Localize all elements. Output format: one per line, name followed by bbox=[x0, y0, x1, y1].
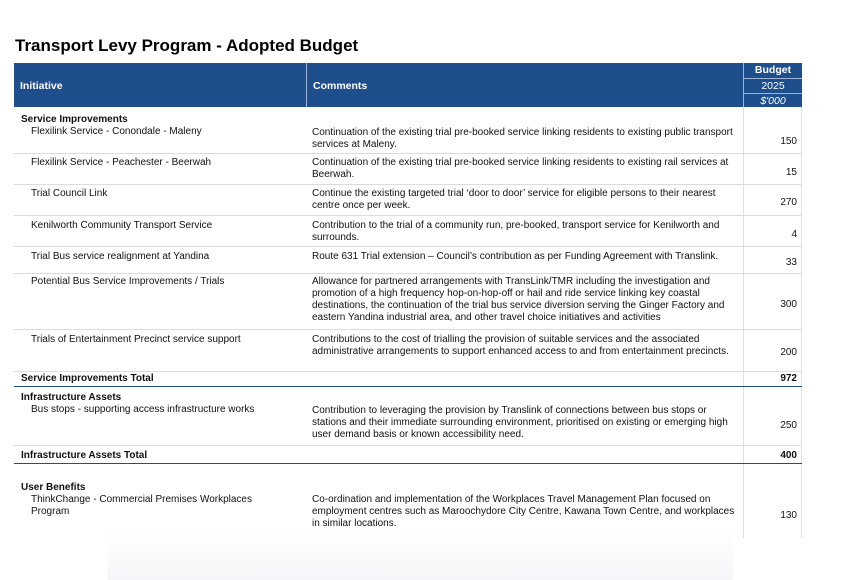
budget-value: 130 bbox=[780, 510, 797, 521]
initiative-comment: Continue the existing targeted trial ‘door to door’ service for eligible persons to their nearest centre once per week. bbox=[312, 188, 716, 211]
section-total-value: 972 bbox=[780, 373, 797, 384]
header-initiative: Initiative bbox=[14, 63, 306, 107]
initiative-name: Potential Bus Service Improvements / Trials bbox=[31, 276, 225, 287]
budget-value: 200 bbox=[780, 347, 797, 358]
row-divider bbox=[14, 329, 802, 330]
section-heading: Infrastructure Assets bbox=[21, 392, 122, 403]
total-divider bbox=[14, 386, 802, 387]
row-divider bbox=[14, 371, 802, 372]
row-divider bbox=[14, 246, 802, 247]
total-divider bbox=[14, 463, 802, 464]
initiative-name: Flexilink Service - Conondale - Maleny bbox=[31, 126, 202, 137]
budget-value: 270 bbox=[780, 197, 797, 208]
row-divider bbox=[14, 153, 802, 154]
header-comments: Comments bbox=[306, 63, 743, 107]
scan-shadow bbox=[108, 530, 733, 580]
initiative-name: Bus stops - supporting access infrastructure works bbox=[31, 404, 255, 415]
page-title: Transport Levy Program - Adopted Budget bbox=[15, 36, 359, 55]
initiative-comment: Contribution to leveraging the provision by Translink of connections between bus stops or stations and their immediate surrounding environment, prioritised on existing or emerging high user demand basis or known accessibility need. bbox=[312, 405, 728, 440]
header-budget bbox=[743, 63, 802, 107]
budget-value: 4 bbox=[791, 229, 797, 240]
row-divider bbox=[14, 215, 802, 216]
section-total-label: Service Improvements Total bbox=[21, 373, 154, 384]
initiative-name: ThinkChange - Commercial Premises Workplaces Program bbox=[31, 494, 252, 517]
header-budget-label: Budget bbox=[744, 63, 802, 79]
section-total-label: Infrastructure Assets Total bbox=[21, 450, 148, 461]
row-divider bbox=[14, 445, 802, 446]
initiative-comment: Continuation of the existing trial pre-booked service linking residents to existing rail services at Beerwah. bbox=[312, 157, 729, 180]
column-divider bbox=[801, 107, 802, 538]
budget-value: 250 bbox=[780, 420, 797, 431]
budget-value: 300 bbox=[780, 299, 797, 310]
initiative-comment: Route 631 Trial extension – Council’s contribution as per Funding Agreement with Translink. bbox=[312, 251, 719, 262]
section-heading: Service Improvements bbox=[21, 114, 128, 125]
initiative-name: Kenilworth Community Transport Service bbox=[31, 220, 213, 231]
budget-value: 15 bbox=[785, 167, 797, 178]
section-total-value: 400 bbox=[780, 450, 797, 461]
initiative-name: Flexilink Service - Peachester - Beerwah bbox=[31, 157, 212, 168]
row-divider bbox=[14, 273, 802, 274]
budget-value: 33 bbox=[785, 257, 797, 268]
initiative-name: Trials of Entertainment Precinct service support bbox=[31, 334, 241, 345]
initiative-comment: Allowance for partnered arrangements with TransLink/TMR including the investigation and promotion of a high frequency hop-on-hop-off or hail and ride service linking key coastal destinations, the continuation of the trial bus service diversion serving the Ginger Factory and eastern Yandina industrial area, and other travel choice initiatives and activities bbox=[312, 276, 725, 323]
section-heading: User Benefits bbox=[21, 482, 86, 493]
initiative-name: Trial Bus service realignment at Yandina bbox=[31, 251, 210, 262]
initiative-comment: Co-ordination and implementation of the Workplaces Travel Management Plan focused on employment centres such as Maroochydore City Centre, Kawana Town Centre, and workplaces in similar locations. bbox=[312, 494, 735, 529]
initiative-name: Trial Council Link bbox=[31, 188, 108, 199]
initiative-comment: Contribution to the trial of a community run, pre-booked, transport service for Kenilworth and surrounds. bbox=[312, 220, 720, 243]
header-budget-year: 2025 bbox=[744, 79, 802, 95]
row-divider bbox=[14, 184, 802, 185]
initiative-comment: Contributions to the cost of trialling the provision of suitable services and the associated administrative arrangements to support enhanced access to and from entertainment precincts. bbox=[312, 334, 729, 357]
budget-value: 150 bbox=[780, 136, 797, 147]
header-budget-unit: $'000 bbox=[760, 95, 786, 108]
initiative-comment: Continuation of the existing trial pre-booked service linking residents to existing public transport services at Maleny. bbox=[312, 127, 733, 150]
